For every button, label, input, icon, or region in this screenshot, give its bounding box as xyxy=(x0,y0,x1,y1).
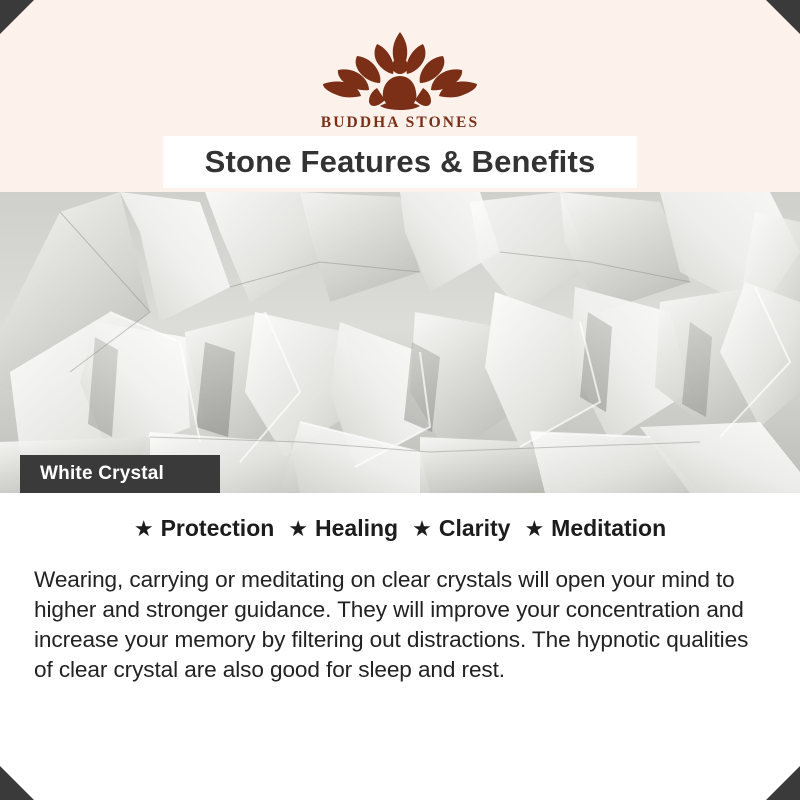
hero-caption xyxy=(20,455,220,493)
benefit-item-clarity xyxy=(412,515,510,542)
benefit-item-protection xyxy=(134,515,274,542)
star-icon: ★ xyxy=(524,515,545,541)
page-title xyxy=(163,136,637,188)
corner-decor-bottom-right xyxy=(766,766,800,800)
benefit-label: Clarity xyxy=(438,515,511,541)
benefits-list xyxy=(34,515,766,542)
content-section xyxy=(0,493,800,800)
star-icon: ★ xyxy=(133,515,154,541)
hero-caption-text: White Crystal xyxy=(40,463,165,484)
brand-name: BUDDHA STONES xyxy=(320,114,480,131)
crystal-cluster-image xyxy=(0,192,800,493)
star-icon: ★ xyxy=(412,515,432,541)
page-title-text: Stone Features & Benefits xyxy=(204,144,596,179)
benefit-label: Healing xyxy=(315,515,399,541)
benefit-label: Meditation xyxy=(551,515,667,541)
benefit-item-meditation xyxy=(524,515,666,542)
hero-image-section xyxy=(0,192,800,493)
corner-decor-top-left xyxy=(0,0,34,34)
benefit-item-healing xyxy=(288,515,398,542)
description-text: Wearing, carrying or meditating on clear crystals will open your mind to higher and stronger guidance. They will improve your concentration and increase your memory by filtering out distractions. The hypnotic qualities of clear crystal are also good for sleep and rest. xyxy=(34,566,749,682)
benefit-label: Protection xyxy=(160,515,275,541)
corner-decor-bottom-left xyxy=(0,766,34,800)
star-icon: ★ xyxy=(288,515,309,541)
brand-logo xyxy=(305,26,495,132)
lotus-meditation-figure-icon xyxy=(305,26,495,112)
corner-decor-top-right xyxy=(766,0,800,34)
